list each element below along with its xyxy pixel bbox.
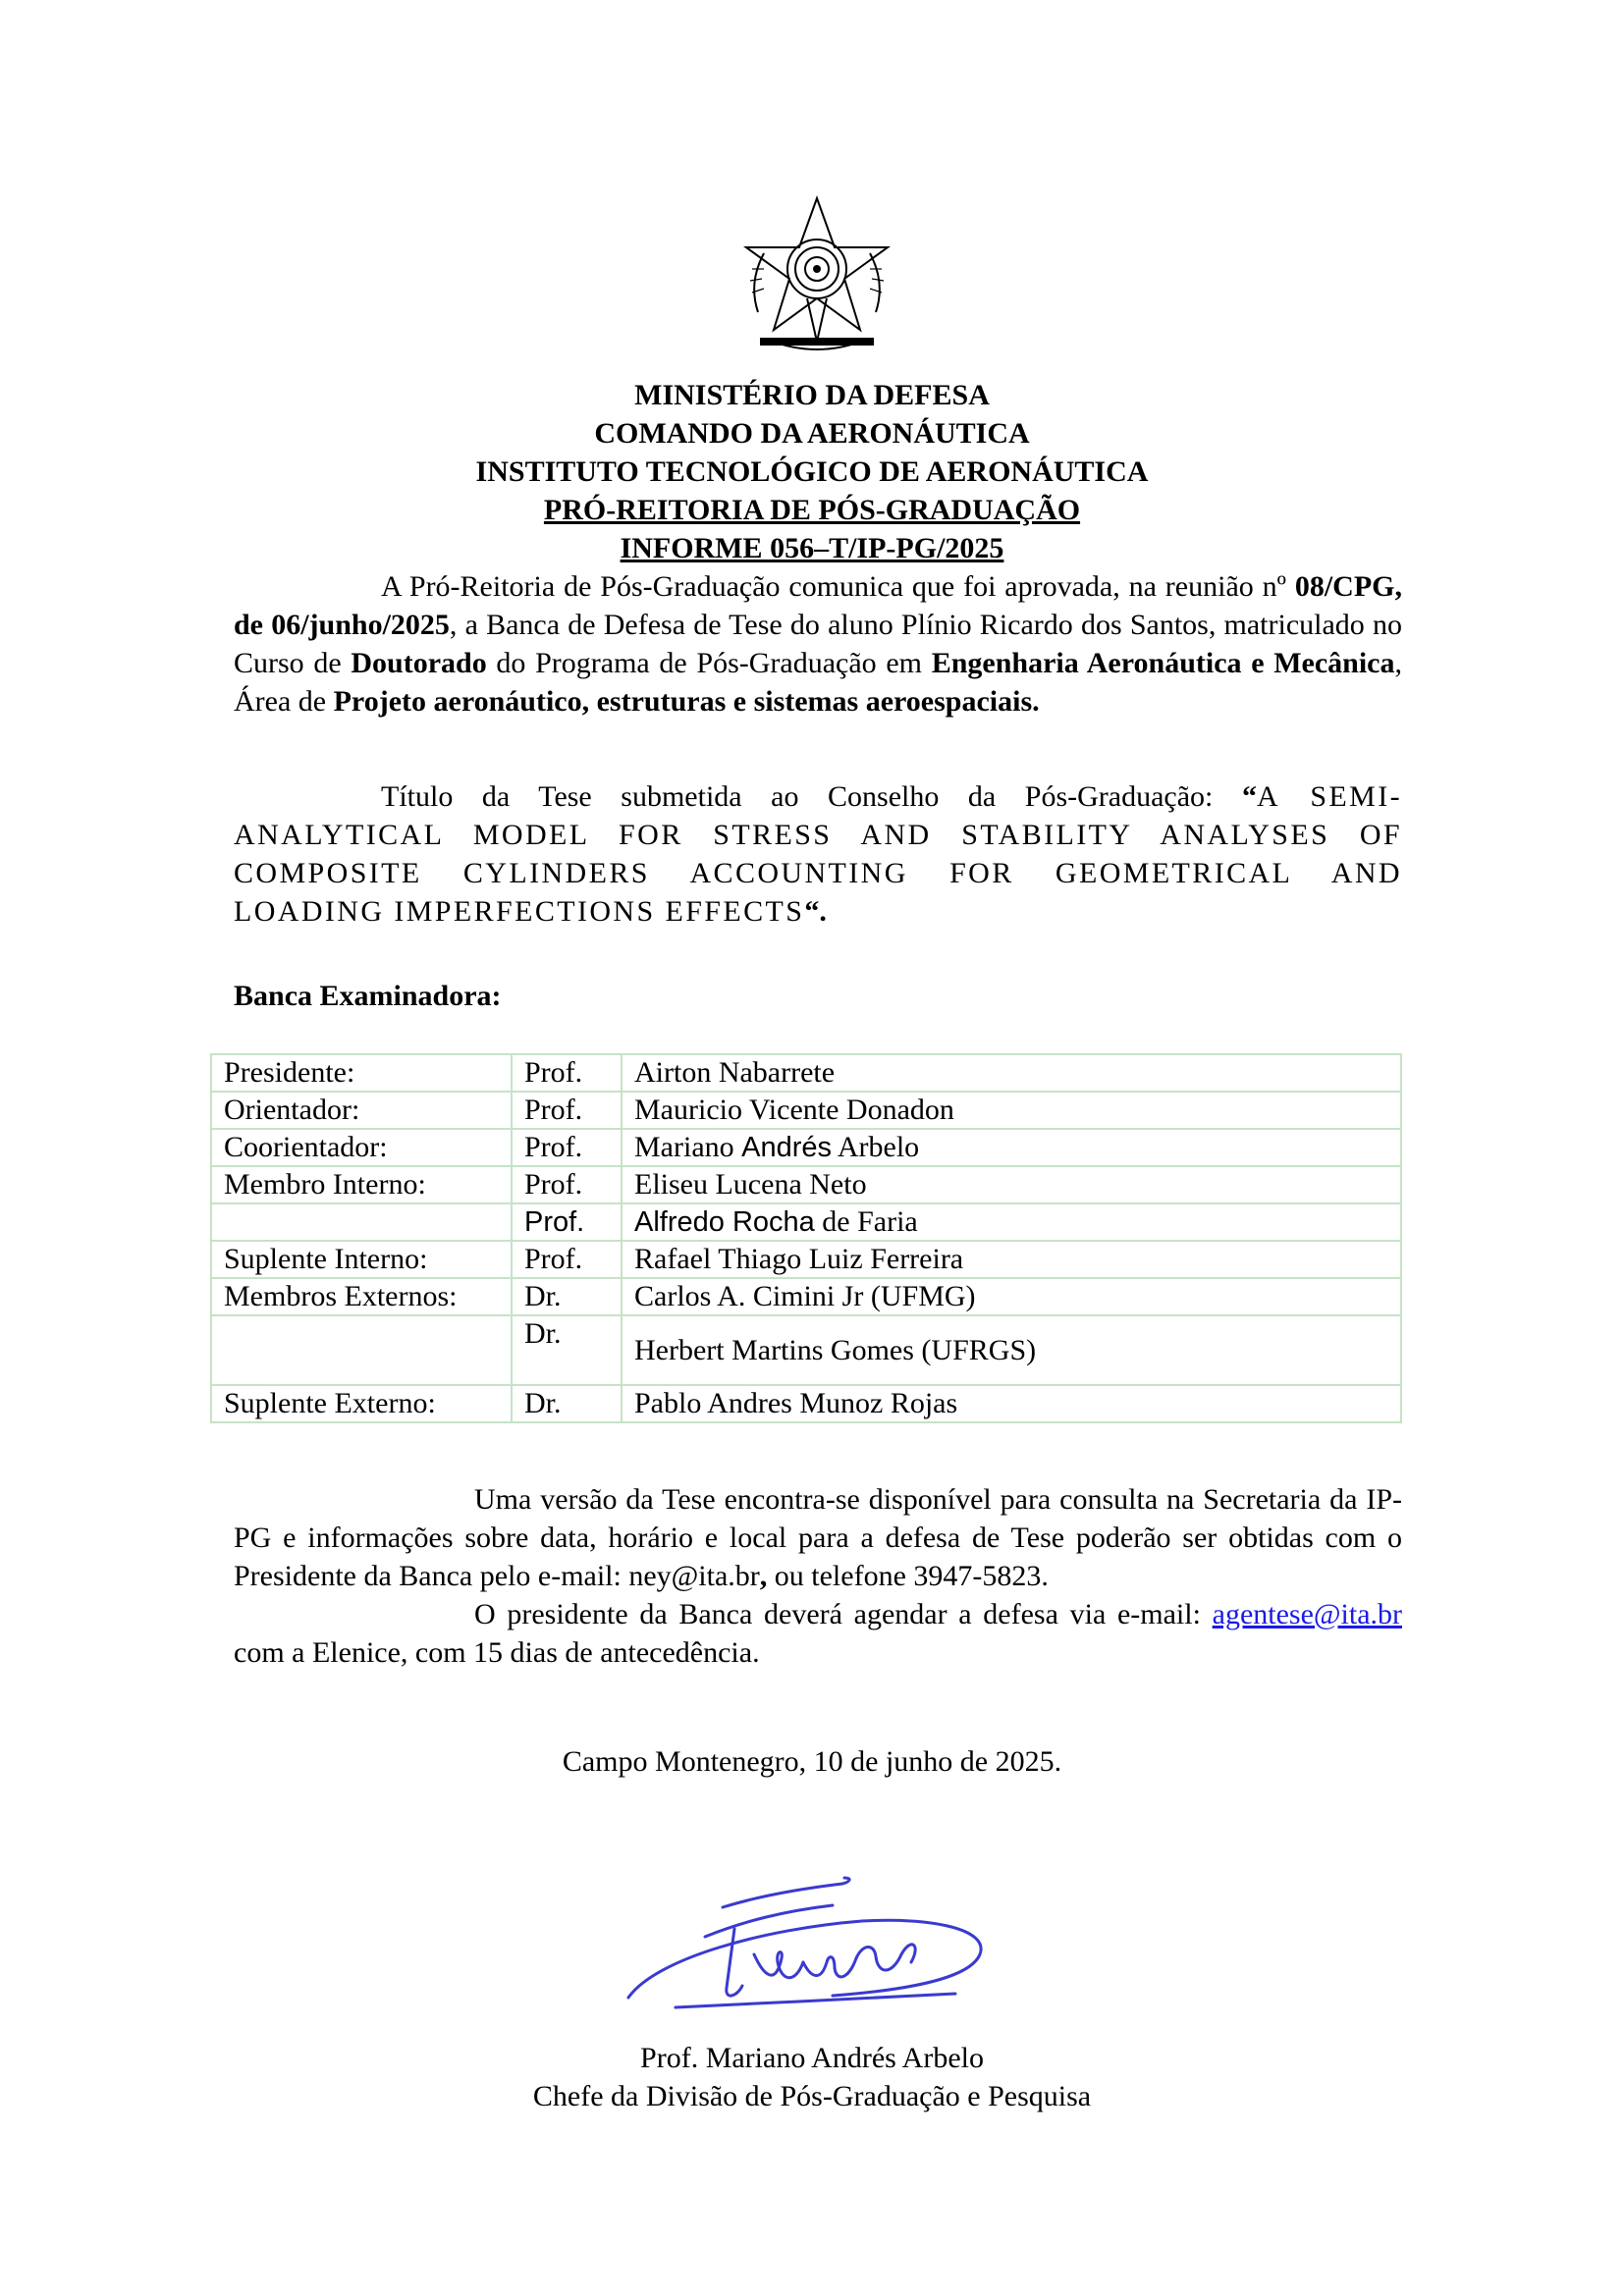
handwritten-signature bbox=[617, 1860, 1009, 2022]
role-cell: Coorientador: bbox=[211, 1129, 512, 1166]
pro-rectorate-line: PRÓ-REITORIA DE PÓS-GRADUAÇÃO bbox=[543, 494, 1081, 526]
thesis-close-quote: “. bbox=[804, 895, 827, 928]
role-cell: Suplente Externo: bbox=[211, 1385, 512, 1422]
role-cell: Suplente Interno: bbox=[211, 1241, 512, 1278]
role-cell: Presidente: bbox=[211, 1054, 512, 1092]
title-cell: Prof. bbox=[512, 1054, 622, 1092]
schedule-paragraph bbox=[234, 1595, 1402, 1672]
title-cell: Dr. bbox=[512, 1278, 622, 1315]
informe-number: INFORME 056–T/IP-PG/2025 bbox=[620, 532, 1004, 564]
member-name-cell bbox=[622, 1203, 1401, 1241]
title-cell: Dr. bbox=[512, 1385, 622, 1422]
meeting-reference: 08/CPG, de 06/junho/2025 bbox=[234, 570, 1402, 641]
area-name: Projeto aeronáutico, estruturas e sistemas aeroespaciais. bbox=[333, 685, 1040, 718]
member-name-cell: Carlos A. Cimini Jr (UFMG) bbox=[622, 1278, 1401, 1315]
coat-of-arms-seal bbox=[738, 194, 895, 363]
title-cell: Dr. bbox=[512, 1315, 622, 1385]
role-cell bbox=[211, 1315, 512, 1385]
name-part: Mariano bbox=[634, 1131, 742, 1163]
thesis-lead-text: Título da Tese submetida ao Conselho da Pós-Graduação: bbox=[381, 780, 1242, 813]
member-name-cell: Rafael Thiago Luiz Ferreira bbox=[622, 1241, 1401, 1278]
name-part: Alfredo Rocha bbox=[634, 1206, 815, 1238]
title-cell: Prof. bbox=[512, 1203, 622, 1241]
signer-name: Prof. Mariano Andrés Arbelo bbox=[640, 2042, 984, 2074]
member-name-cell: Eliseu Lucena Neto bbox=[622, 1166, 1401, 1203]
role-cell: Membros Externos: bbox=[211, 1278, 512, 1315]
member-name-cell: Mauricio Vicente Donadon bbox=[622, 1092, 1401, 1129]
thesis-title: A SEMI-ANALYTICAL MODEL FOR STRESS AND STABILITY ANALYSES OF COMPOSITE CYLINDERS ACCOUNTING FOR GEOMETRICAL AND LOADING IMPERFECTIONS EFFECTS bbox=[234, 780, 1402, 928]
name-part: de Faria bbox=[814, 1205, 918, 1238]
name-part: Arbelo bbox=[832, 1131, 920, 1163]
command-line: COMANDO DA AERONÁUTICA bbox=[594, 417, 1030, 450]
thesis-open-quote: “ bbox=[1241, 780, 1257, 813]
member-name-cell bbox=[622, 1129, 1401, 1166]
committee-label: Banca Examinadora: bbox=[234, 980, 502, 1012]
intro-text-2: , a Banca de Defesa de Tese do aluno Plínio Ricardo dos Santos, matriculado no Curso de bbox=[234, 609, 1402, 679]
title-cell: Prof. bbox=[512, 1092, 622, 1129]
table-row bbox=[211, 1315, 1401, 1385]
agentese-email-link[interactable]: agentese@ita.br bbox=[1212, 1598, 1402, 1630]
institute-line: INSTITUTO TECNOLÓGICO DE AERONÁUTICA bbox=[475, 455, 1149, 488]
consultation-paragraph bbox=[234, 1480, 1402, 1595]
intro-text-3: do Programa de Pós-Graduação em bbox=[486, 647, 932, 679]
course-level: Doutorado bbox=[351, 647, 487, 679]
signer-role: Chefe da Divisão de Pós-Graduação e Pesquisa bbox=[532, 2080, 1092, 2112]
member-name-cell: Airton Nabarrete bbox=[622, 1054, 1401, 1092]
intro-text-1: A Pró-Reitoria de Pós-Graduação comunica que foi aprovada, na reunião nº bbox=[381, 570, 1295, 603]
letterhead bbox=[196, 376, 1428, 567]
consultation-text: Uma versão da Tese encontra-se disponível para consulta na Secretaria da IP-PG e informações sobre data, horário e local para a defesa de Tese poderão ser obtidas com o Presidente da Banca pelo e-mail: ney@ita.br bbox=[234, 1483, 1402, 1592]
intro-paragraph bbox=[234, 567, 1402, 721]
title-cell: Prof. bbox=[512, 1241, 622, 1278]
comma: , bbox=[759, 1560, 768, 1592]
title-cell: Prof. bbox=[512, 1166, 622, 1203]
member-name-cell: Pablo Andres Munoz Rojas bbox=[622, 1385, 1401, 1422]
name-part: Andrés bbox=[741, 1132, 833, 1163]
table-row bbox=[211, 1054, 1401, 1092]
role-cell: Membro Interno: bbox=[211, 1166, 512, 1203]
signer-block bbox=[196, 2039, 1428, 2115]
phone-text: ou telefone 3947-5823. bbox=[767, 1560, 1049, 1592]
title-cell: Prof. bbox=[512, 1129, 622, 1166]
program-name: Engenharia Aeronáutica e Mecânica bbox=[931, 647, 1395, 679]
table-row bbox=[211, 1278, 1401, 1315]
table-row bbox=[211, 1166, 1401, 1203]
committee-table bbox=[210, 1053, 1402, 1423]
table-row bbox=[211, 1385, 1401, 1422]
ministry-line: MINISTÉRIO DA DEFESA bbox=[634, 379, 990, 411]
table-row bbox=[211, 1203, 1401, 1241]
intro-text-4: , Área de bbox=[234, 647, 1402, 718]
thesis-paragraph bbox=[234, 777, 1402, 931]
role-cell: Orientador: bbox=[211, 1092, 512, 1129]
member-name-cell: Herbert Martins Gomes (UFRGS) bbox=[622, 1315, 1401, 1385]
table-row bbox=[211, 1092, 1401, 1129]
schedule-text: O presidente da Banca deverá agendar a defesa via e-mail: bbox=[474, 1598, 1213, 1630]
table-row bbox=[211, 1241, 1401, 1278]
place-date: Campo Montenegro, 10 de junho de 2025. bbox=[562, 1745, 1062, 1778]
table-row bbox=[211, 1129, 1401, 1166]
schedule-text-2: com a Elenice, com 15 dias de antecedência. bbox=[234, 1636, 760, 1669]
role-cell bbox=[211, 1203, 512, 1241]
